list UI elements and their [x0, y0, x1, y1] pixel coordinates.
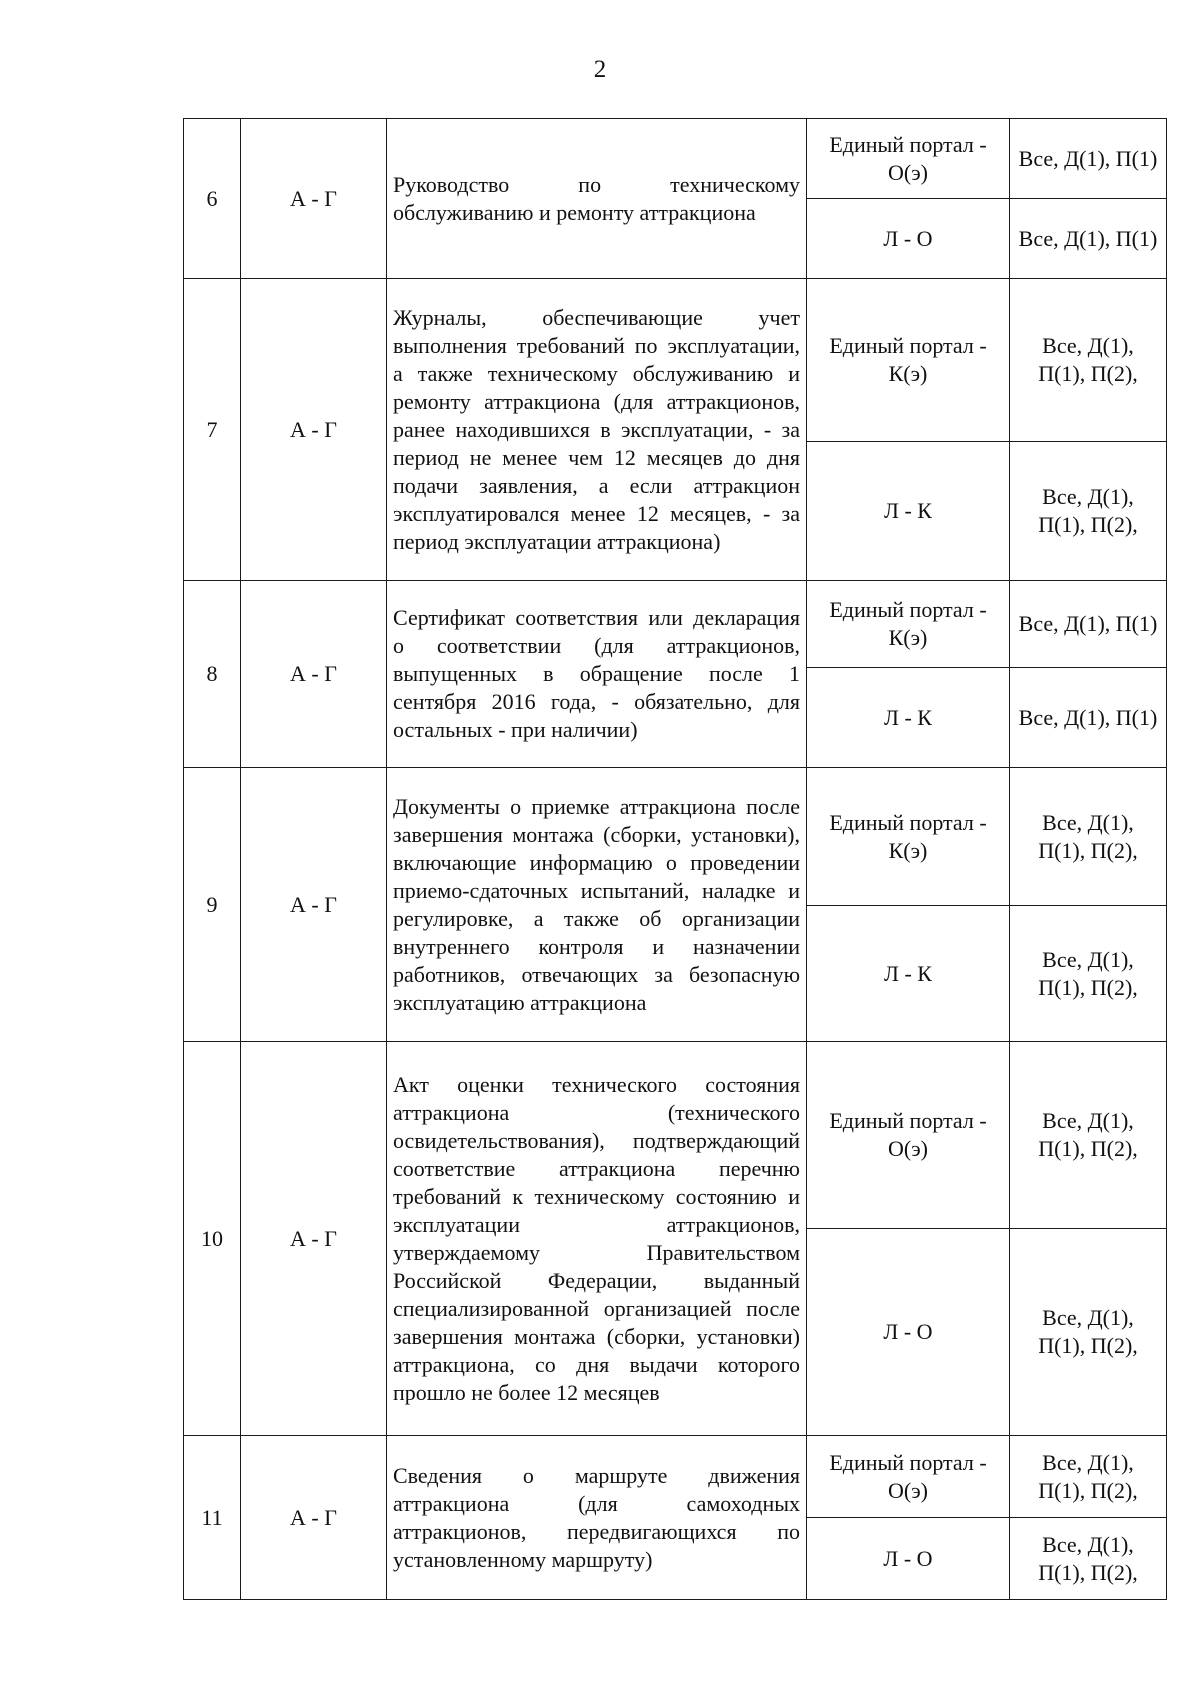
row-number: 6	[184, 119, 241, 279]
row-description: Сведения о маршруте движения аттракциона (для самоходных аттракционов, передвигающихся по установленному маршруту)	[387, 1436, 807, 1600]
submission-form: Л - О	[807, 199, 1010, 279]
row-description: Документы о приемке аттракциона после завершения монтажа (сборки, установки), включающие информацию о проведении приемо-сдаточных испытаний, наладке и регулировке, а также об организации внутреннего контроля и назначении работников, отвечающих за безопасную эксплуатацию аттракциона	[387, 768, 807, 1042]
row-description: Журналы, обеспечивающие учет выполнения требований по эксплуатации, а также техническому обслуживанию и ремонту аттракциона (для аттракционов, ранее находившихся в эксплуатации, - за период не менее чем 12 месяцев до дня подачи заявления, а если аттракцион эксплуатировался менее 12 месяцев, - за период эксплуатации аттракциона)	[387, 279, 807, 581]
row-number: 9	[184, 768, 241, 1042]
row-category: А - Г	[241, 119, 387, 279]
table-row	[184, 279, 1167, 442]
documents-table	[183, 118, 1167, 1600]
row-category: А - Г	[241, 279, 387, 581]
submission-form: Л - О	[807, 1518, 1010, 1600]
submission-form: Л - К	[807, 906, 1010, 1042]
recipients: Все, Д(1), П(1)	[1010, 199, 1167, 279]
row-category: А - Г	[241, 768, 387, 1042]
recipients: Все, Д(1), П(1)	[1010, 668, 1167, 768]
recipients: Все, Д(1), П(1), П(2),	[1010, 1229, 1167, 1436]
submission-form: Единый портал - О(э)	[807, 119, 1010, 199]
page-number: 2	[593, 56, 607, 83]
submission-form: Л - О	[807, 1229, 1010, 1436]
recipients: Все, Д(1), П(1), П(2),	[1010, 279, 1167, 442]
row-number: 7	[184, 279, 241, 581]
row-number: 8	[184, 581, 241, 768]
row-category: А - Г	[241, 1042, 387, 1436]
submission-form: Л - К	[807, 668, 1010, 768]
row-number: 10	[184, 1042, 241, 1436]
row-description: Акт оценки технического состояния аттракциона (технического освидетельствования), подтверждающий соответствие аттракциона перечню требований к техническому состоянию и эксплуатации аттракционов, утверждаемому Правительством Российской Федерации, выданный специализированной организацией после завершения монтажа (сборки, установки) аттракциона, со дня выдачи которого прошло не более 12 месяцев	[387, 1042, 807, 1436]
recipients: Все, Д(1), П(1)	[1010, 581, 1167, 668]
recipients: Все, Д(1), П(1), П(2),	[1010, 1518, 1167, 1600]
row-category: А - Г	[241, 581, 387, 768]
row-number: 11	[184, 1436, 241, 1600]
table-row	[184, 768, 1167, 906]
table-row	[184, 1436, 1167, 1518]
submission-form: Л - К	[807, 442, 1010, 581]
recipients: Все, Д(1), П(1), П(2),	[1010, 906, 1167, 1042]
recipients: Все, Д(1), П(1), П(2),	[1010, 1436, 1167, 1518]
recipients: Все, Д(1), П(1), П(2),	[1010, 1042, 1167, 1229]
recipients: Все, Д(1), П(1), П(2),	[1010, 442, 1167, 581]
table-row	[184, 1042, 1167, 1229]
submission-form: Единый портал - К(э)	[807, 768, 1010, 906]
submission-form: Единый портал - О(э)	[807, 1042, 1010, 1229]
submission-form: Единый портал - О(э)	[807, 1436, 1010, 1518]
row-category: А - Г	[241, 1436, 387, 1600]
recipients: Все, Д(1), П(1)	[1010, 119, 1167, 199]
submission-form: Единый портал - К(э)	[807, 581, 1010, 668]
table-row	[184, 119, 1167, 199]
submission-form: Единый портал - К(э)	[807, 279, 1010, 442]
row-description: Сертификат соответствия или декларация о соответствии (для аттракционов, выпущенных в обращение после 1 сентября 2016 года, - обязательно, для остальных - при наличии)	[387, 581, 807, 768]
table-row	[184, 581, 1167, 668]
row-description: Руководство по техническому обслуживанию и ремонту аттракциона	[387, 119, 807, 279]
recipients: Все, Д(1), П(1), П(2),	[1010, 768, 1167, 906]
